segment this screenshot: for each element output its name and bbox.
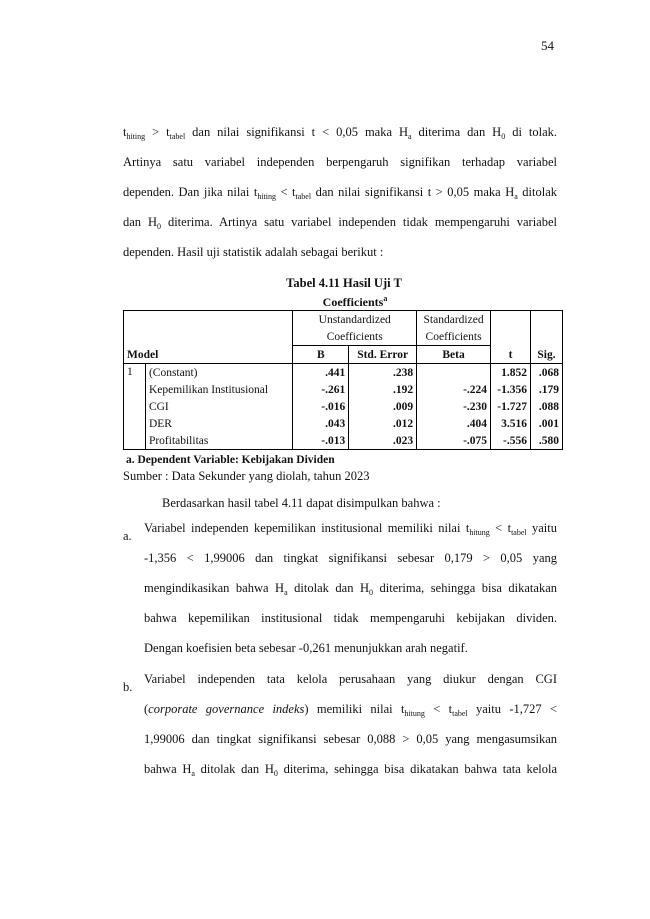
text-run: dan nilai signifikansi t < 0,05 maka H [185,125,409,139]
text-run: ditolak [517,185,558,199]
table-row [124,398,563,415]
text-line: -1,356 < 1,99006 dan tingkat signifikansi sebesar 0,179 > 0,05 yang [144,551,557,565]
text-run: yaitu [526,521,557,535]
text-run: diterima, sehingga bisa dikatakan bahwa tata kelola [277,762,557,776]
subscript: hiting [257,192,276,201]
text-line [123,207,557,237]
header-standardized-2: Coefficients [417,328,491,346]
text-run: yaitu -1,727 < [467,702,557,716]
subscript: a [408,132,412,141]
row-beta: -.224 [417,381,491,398]
subscript: tabel [511,528,527,537]
text-run: t [123,125,127,139]
text-run: < t [275,185,296,199]
row-t: 1.852 [491,364,531,382]
header-unstandardized: Unstandardized [293,311,417,329]
subscript: tabel [452,709,468,718]
subscript: 0 [157,222,162,231]
text-run: di tolak. [505,125,557,139]
list-item-body [144,521,557,671]
model-number: 1 [124,364,146,450]
header-std-error: Std. Error [349,346,417,364]
row-name: CGI [145,398,292,415]
header-sig: Sig. [531,311,563,364]
text-run: ditolak dan H [287,581,369,595]
table-subtitle-sup: a [383,294,388,303]
row-sig: .179 [531,381,563,398]
row-beta [417,364,491,382]
list-marker: b. [123,680,133,694]
list-item-body [144,672,557,792]
text-line: dependen. Hasil uji statistik adalah sebagai berikut : [123,245,384,259]
text-line [123,177,557,207]
row-sig: .088 [531,398,563,415]
row-name: Profitabilitas [145,432,292,450]
text-line [144,521,557,551]
header-model: Model [124,311,293,364]
text-run: Variabel independen kepemilikan institusional memiliki nilai t [144,521,470,535]
row-name: (Constant) [145,364,292,382]
row-beta: -.075 [417,432,491,450]
table-row [124,432,563,450]
row-t: 3.516 [491,415,531,432]
row-b: .043 [293,415,349,432]
row-b: .441 [293,364,349,382]
table-row [124,381,563,398]
subscript: a [191,769,195,778]
paragraph-hypothesis-rule [123,117,557,267]
list-item-a [123,521,557,671]
subscript: hiting [126,132,146,141]
header-beta: Beta [417,346,491,364]
row-se: .023 [349,432,417,450]
header-b: B [293,346,349,364]
text-run: ) memiliki nilai t [304,702,405,716]
list-item-b [123,672,557,792]
subscript: tabel [169,132,186,141]
table-title: Tabel 4.11 Hasil Uji T [286,276,402,290]
text-line: Variabel independen tata kelola perusahaan yang diukur dengan CGI [144,672,557,686]
text-run: dan H [123,215,158,229]
subscript: 0 [273,769,278,778]
subscript: hitung [469,528,490,537]
text-run: ( [144,702,149,716]
table-header-row [124,311,563,329]
row-t: -1.727 [491,398,531,415]
row-beta: -.230 [417,398,491,415]
conclusion-intro: Berdasarkan hasil tabel 4.11 dapat disimpulkan bahwa : [162,496,441,510]
text-line [144,762,557,792]
table-row [124,364,563,382]
table-row [124,415,563,432]
coefficients-table [123,310,563,450]
text-run: ditolak dan H [194,762,274,776]
row-b: -.013 [293,432,349,450]
row-se: .192 [349,381,417,398]
text-run: dependen. Dan jika nilai t [123,185,258,199]
row-name: DER [145,415,292,432]
text-run: mengindikasikan bahwa H [144,581,285,595]
list-marker: a. [123,529,132,543]
table-footnote: a. Dependent Variable: Kebijakan Dividen [126,454,335,466]
text-run: diterima dan H [411,125,502,139]
subscript: 0 [369,588,373,597]
row-se: .238 [349,364,417,382]
header-standardized: Standardized [417,311,491,329]
header-t: t [491,311,531,364]
subscript: a [514,192,518,201]
subscript: tabel [295,192,312,201]
row-name: Kepemilikan Institusional [145,381,292,398]
row-se: .009 [349,398,417,415]
text-run: dan nilai signifikansi t > 0,05 maka H [311,185,515,199]
text-line: Artinya satu variabel independen berpengaruh signifikan terhadap variabel [123,155,557,169]
row-sig: .580 [531,432,563,450]
text-line [123,117,557,147]
subscript: hitung [404,709,425,718]
text-line [144,702,557,732]
row-b: -.016 [293,398,349,415]
table-subtitle-text: Coefficients [322,295,384,309]
subscript: 0 [501,132,506,141]
text-run: diterima, sehingga bisa dikatakan [373,581,557,595]
text-run: > t [145,125,170,139]
text-run: < t [424,702,453,716]
row-t: -.556 [491,432,531,450]
header-unstandardized-2: Coefficients [293,328,417,346]
text-line [144,581,557,611]
text-run: diterima. Artinya satu variabel independen tidak mempengaruhi variabel [161,215,557,229]
text-run: < t [489,521,512,535]
row-t: -1.356 [491,381,531,398]
text-line: bahwa kepemilikan institusional tidak mempengaruhi kebijakan dividen. [144,611,557,625]
table-subtitle [0,292,650,309]
text-line: Dengan koefisien beta sebesar -0,261 menunjukkan arah negatif. [144,641,468,655]
row-sig: .001 [531,415,563,432]
text-run: bahwa H [144,762,192,776]
text-line: 1,99006 dan tingkat signifikansi sebesar 0,088 > 0,05 yang mengasumsikan [144,732,557,746]
table-source: Sumber : Data Sekunder yang diolah, tahun 2023 [123,469,370,483]
page-number: 54 [541,38,554,53]
row-b: -.261 [293,381,349,398]
row-sig: .068 [531,364,563,382]
row-se: .012 [349,415,417,432]
row-beta: .404 [417,415,491,432]
subscript: a [284,588,288,597]
italic-term: corporate governance indeks [148,702,305,716]
